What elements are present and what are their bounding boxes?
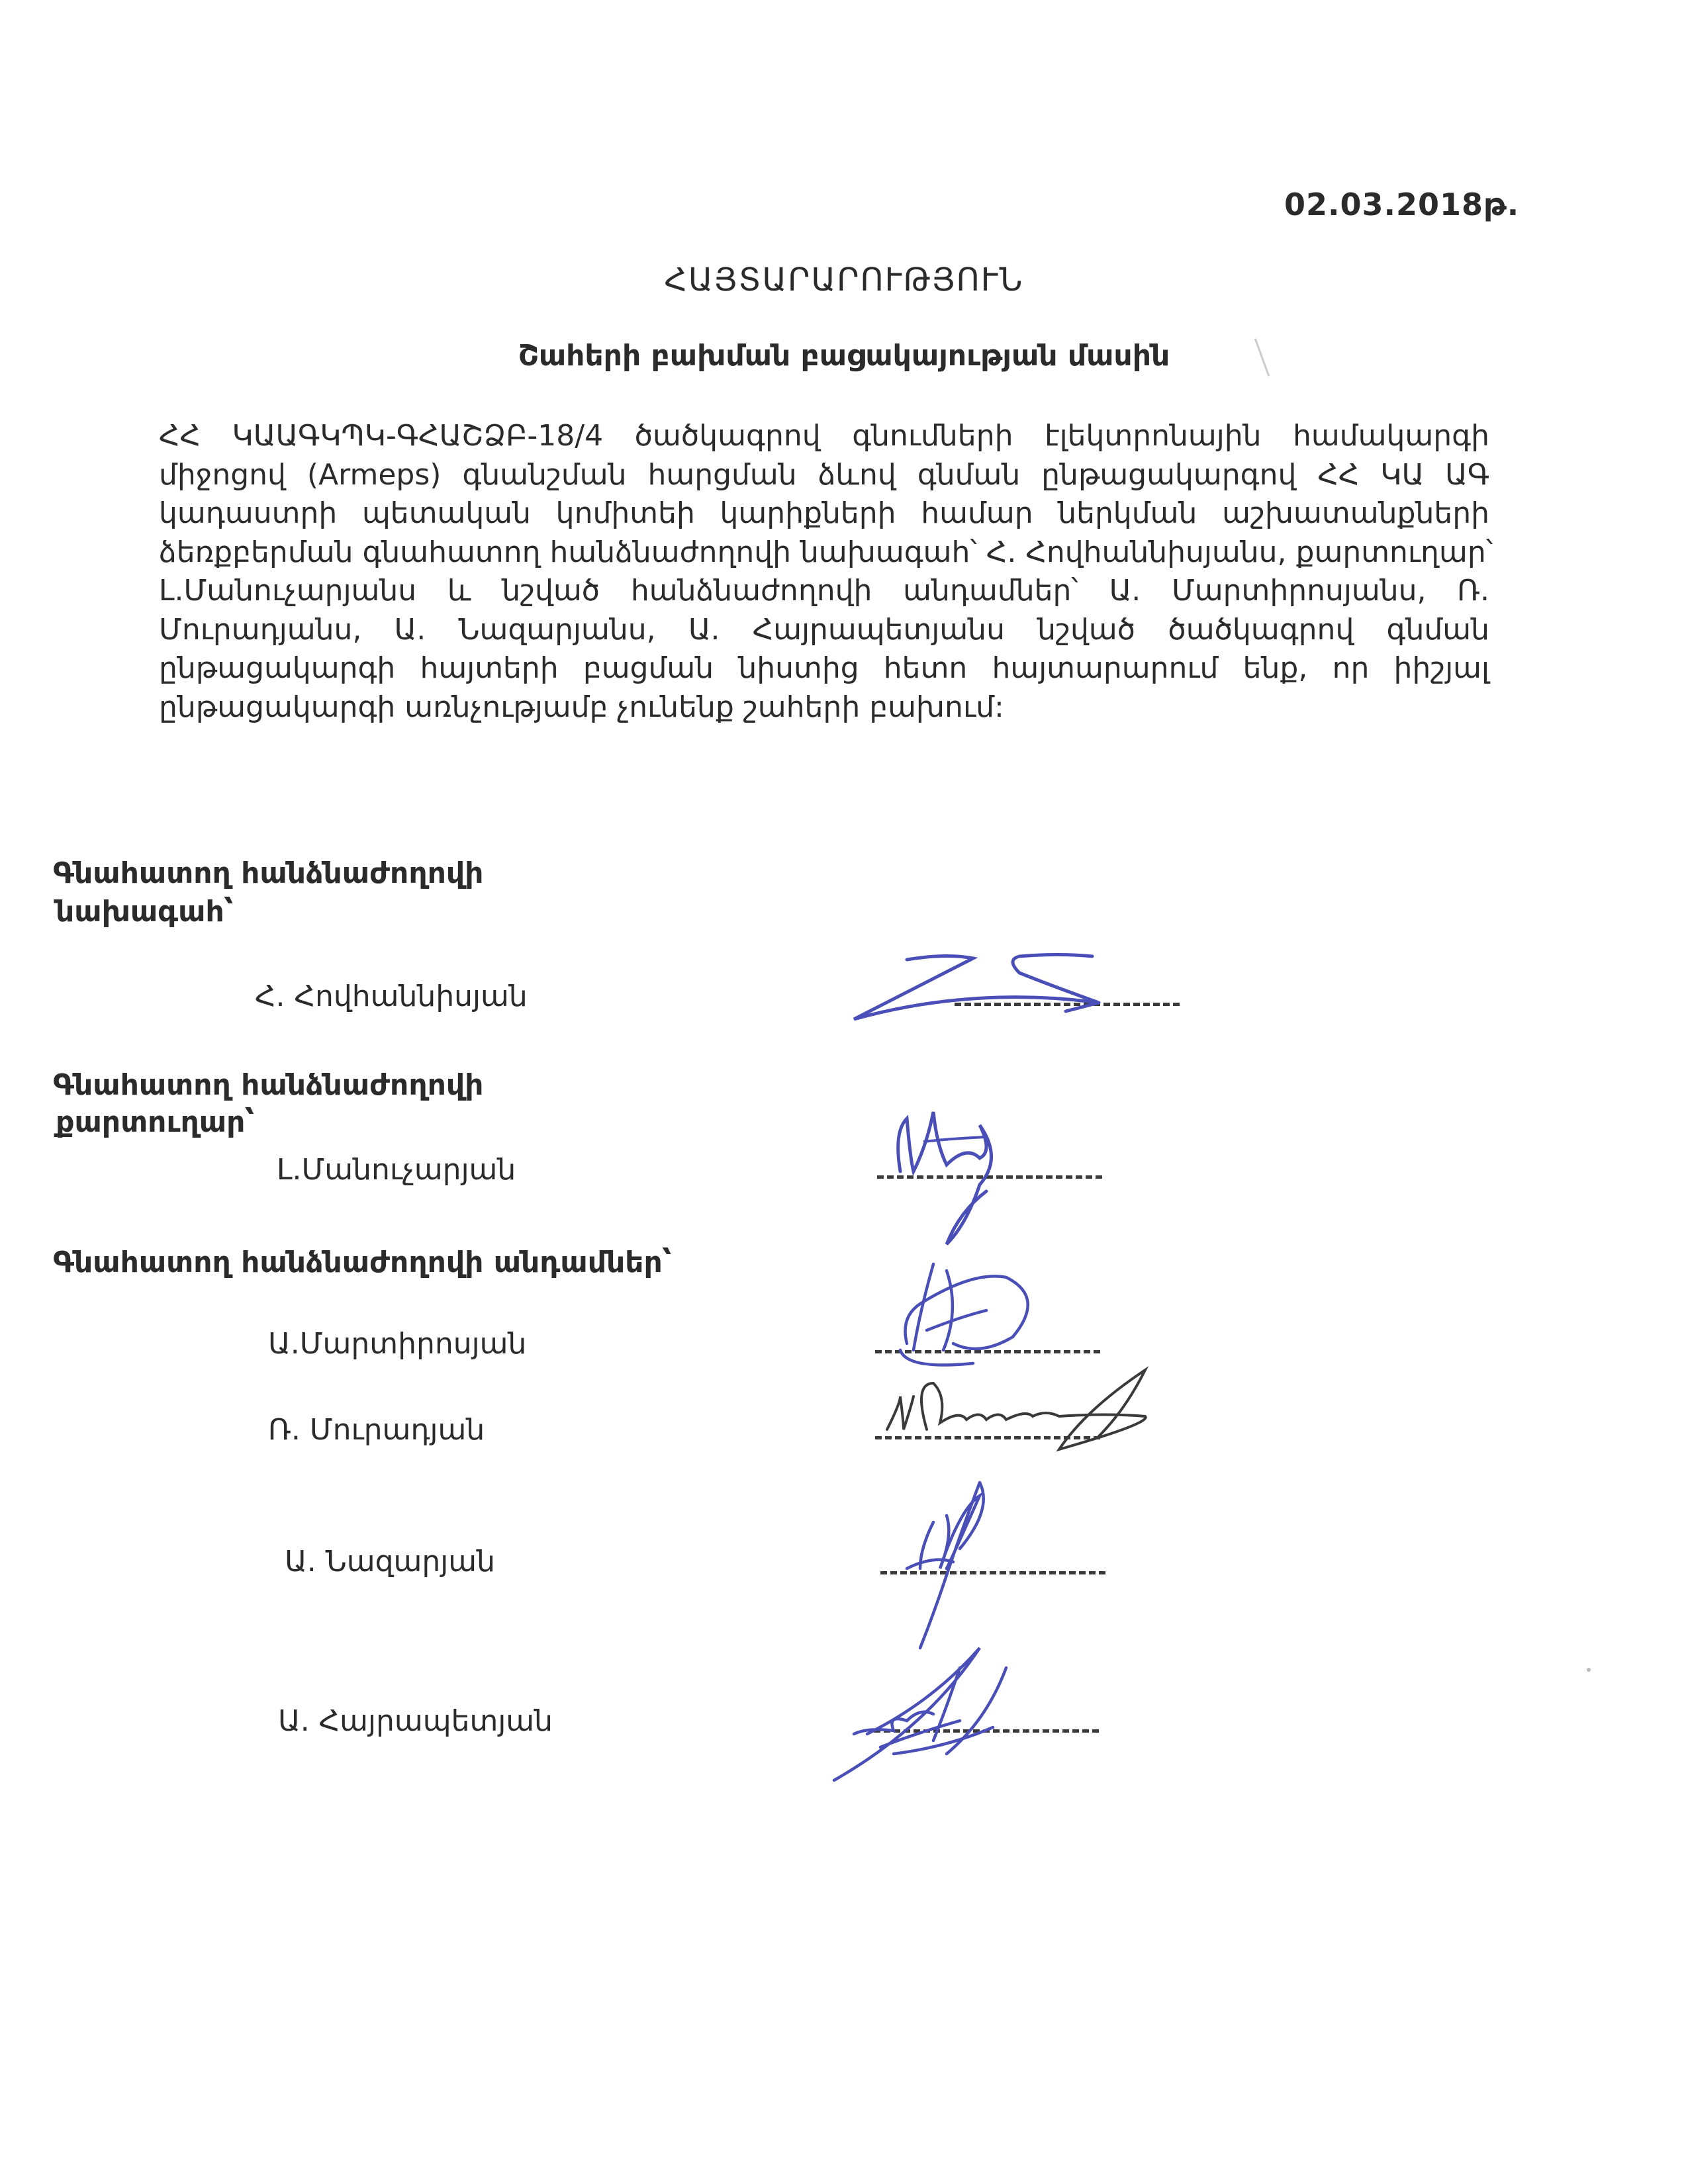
members-role: Գնահատող հանձնաժողովի անդամներ՝ — [53, 1246, 672, 1279]
document-date: 02.03.2018թ. — [1284, 187, 1520, 222]
member-signature — [827, 1635, 1039, 1787]
member-signature — [874, 1357, 1192, 1456]
body-line: Մուրադյանս, Ա. Նազարյանս, Ա. Հայրապետյանս նշված ծածկագրով գնման — [159, 612, 1489, 647]
body-line: ընթացակարգի առնչությամբ չունենք շահերի բախում: — [159, 690, 1004, 724]
chair-role-line2: նախագահ՝ — [56, 895, 234, 929]
body-line: Լ.Մանուչարյանս և նշված հանձնաժողովի անդամներ՝ Ա. Մարտիրոսյանս, Ռ. — [159, 574, 1489, 608]
body-line: ընթացակարգի հայտերի բացման նիստից հետո հայտարարում ենք, որ իիշյալ — [159, 651, 1489, 685]
document-title: ՀԱՅՏԱՐԱՐՈՒԹՅՈՒՆ — [664, 261, 1024, 298]
secretary-signature — [887, 1105, 1059, 1257]
member-name: Ա. Նազարյան — [285, 1545, 495, 1578]
body-line: կադաստրի պետական կոմիտեի կարիքների համար ներկման աշխատանքների — [159, 496, 1489, 530]
member-signature — [880, 1469, 1026, 1655]
secretary-name: Լ.Մանուչարյան — [277, 1153, 516, 1187]
member-name: Ռ. Մուրադյան — [268, 1413, 485, 1447]
body-line: միջոցով (Armeps) գնանշման հարցման ձևով գնման ընթացակարգով ՀՀ ԿԱ ԱԳ — [159, 457, 1489, 492]
chair-name: Հ. Հովհաննիսյան — [255, 979, 528, 1013]
body-line: ՀՀ ԿԱԱԳԿՊԿ-ԳՀԱՇՁԲ-18/4 ծածկագրով գնումների էլեկտրոնային համակարգի — [159, 419, 1489, 453]
member-name: Ա. Հայրապետյան — [278, 1704, 553, 1738]
member-name: Ա.Մարտիրոսյան — [268, 1327, 527, 1361]
body-line: ձեռքբերման գնահատող հանձնաժողովի նախագահ՝ Հ. Հովհաննիսյանս, քարտուղար՝ — [159, 535, 1493, 569]
chair-signature — [841, 940, 1185, 1026]
secretary-role-line2: քարտուղար՝ — [56, 1105, 255, 1139]
scan-artifact — [1587, 1668, 1591, 1672]
chair-role-line1: Գնահատող հանձնաժողովի — [53, 856, 484, 890]
secretary-role-line1: Գնահատող հանձնաժողովի — [53, 1068, 484, 1102]
document-subtitle: Շահերի բախման բացակայության մասին — [518, 339, 1170, 373]
body-paragraph — [159, 417, 1493, 727]
